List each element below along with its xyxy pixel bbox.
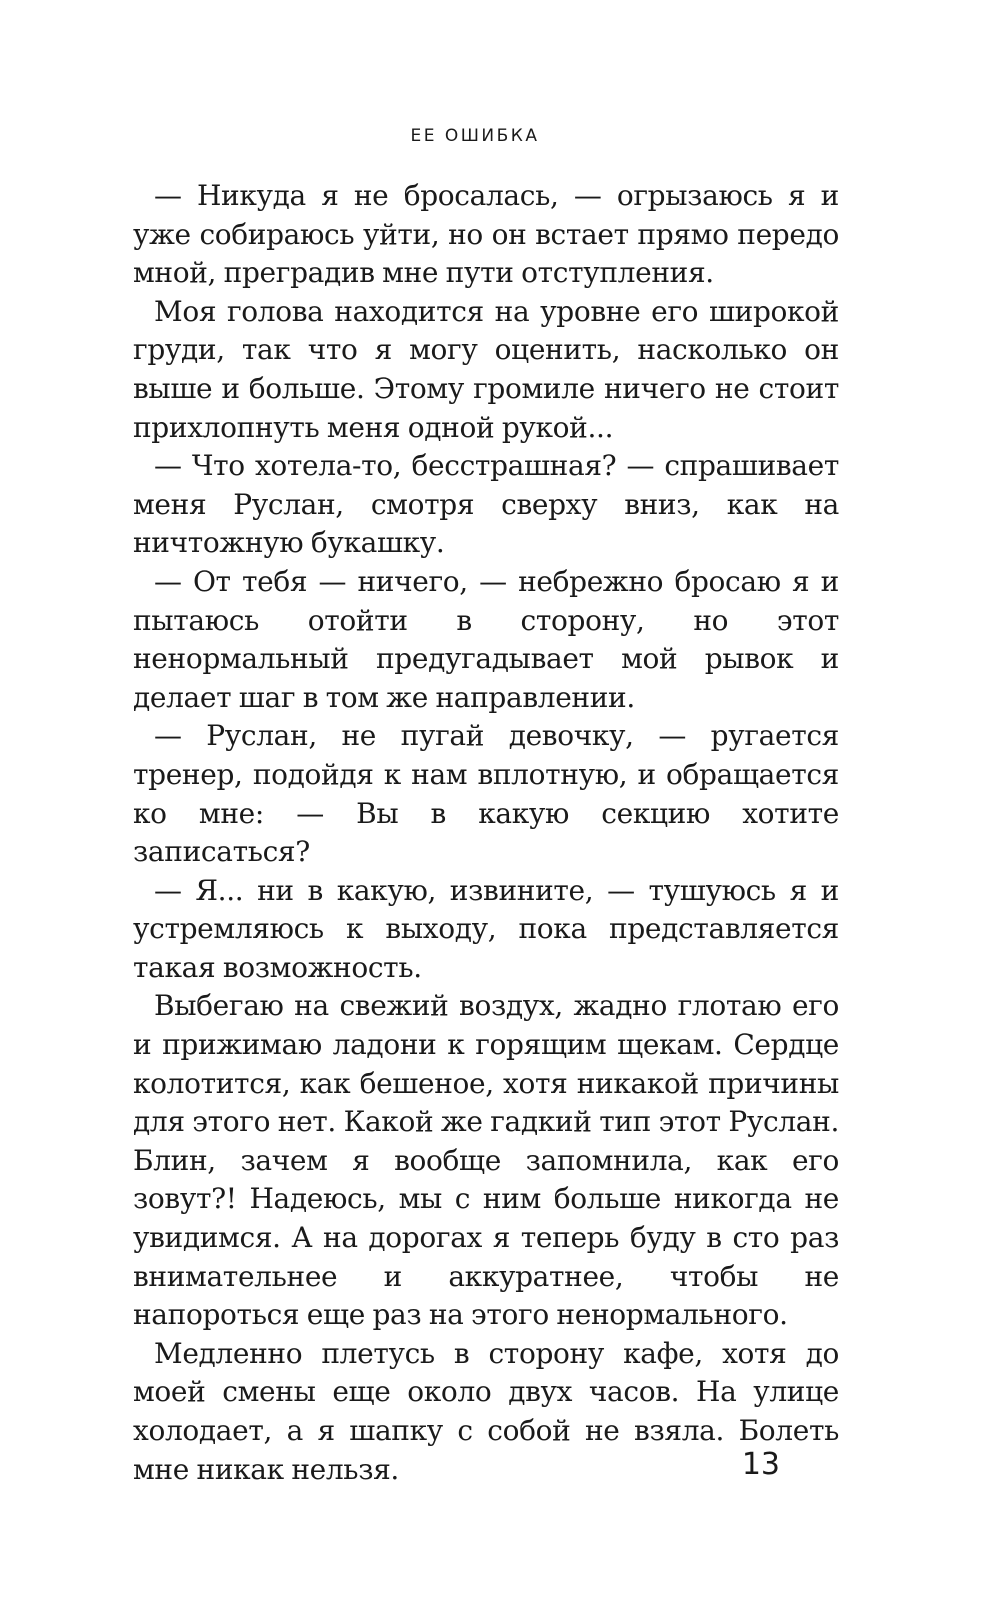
paragraph: — От тебя — ничего, — небрежно бросаю я и пытаюсь отойти в сторону, но этот ненормальный предугадывает мой рывок и делает шаг в том же направлении. bbox=[133, 564, 839, 714]
paragraph: — Я... ни в какую, извините, — тушуюсь я и устремляюсь к выходу, пока представляется такая возможность. bbox=[133, 873, 839, 984]
page-number: 13 bbox=[741, 1447, 780, 1482]
running-head: ЕЕ ОШИБКА bbox=[410, 126, 540, 146]
paragraph: Моя голова находится на уровне его широкой груди, так что я могу оценить, насколько он выше и больше. Этому громиле ничего не стоит прихлопнуть меня одной рукой... bbox=[133, 294, 839, 444]
paragraph: — Руслан, не пугай девочку, — ругается тренер, подойдя к нам вплотную, и обращается ко мне: — Вы в какую секцию хотите записаться? bbox=[133, 719, 839, 869]
body-text bbox=[133, 177, 839, 1489]
paragraph: Медленно плетусь в сторону кафе, хотя до моей смены еще около двух часов. На улице холодает, а я шапку с собой не взяла. Болеть мне никак нельзя. bbox=[133, 1336, 839, 1486]
paragraph: — Что хотела-то, бесстрашная? — спрашивает меня Руслан, смотря сверху вниз, как на ничтожную букашку. bbox=[133, 449, 839, 560]
paragraph: — Никуда я не бросалась, — огрызаюсь я и уже собираюсь уйти, но он встает прямо передо мной, преградив мне пути отступления. bbox=[133, 179, 839, 290]
paragraph: Выбегаю на свежий воздух, жадно глотаю его и прижимаю ладони к горящим щекам. Сердце колотится, как бешеное, хотя никакой причины для этого нет. Какой же гадкий тип этот Руслан. Блин, зачем я вообще запомнила, как его зовут?! Надеюсь, мы с ним больше никогда не увидимся. А на дорогах я теперь буду в сто раз внимательнее и аккуратнее, чтобы не напороться еще раз на этого ненормального. bbox=[133, 989, 839, 1332]
